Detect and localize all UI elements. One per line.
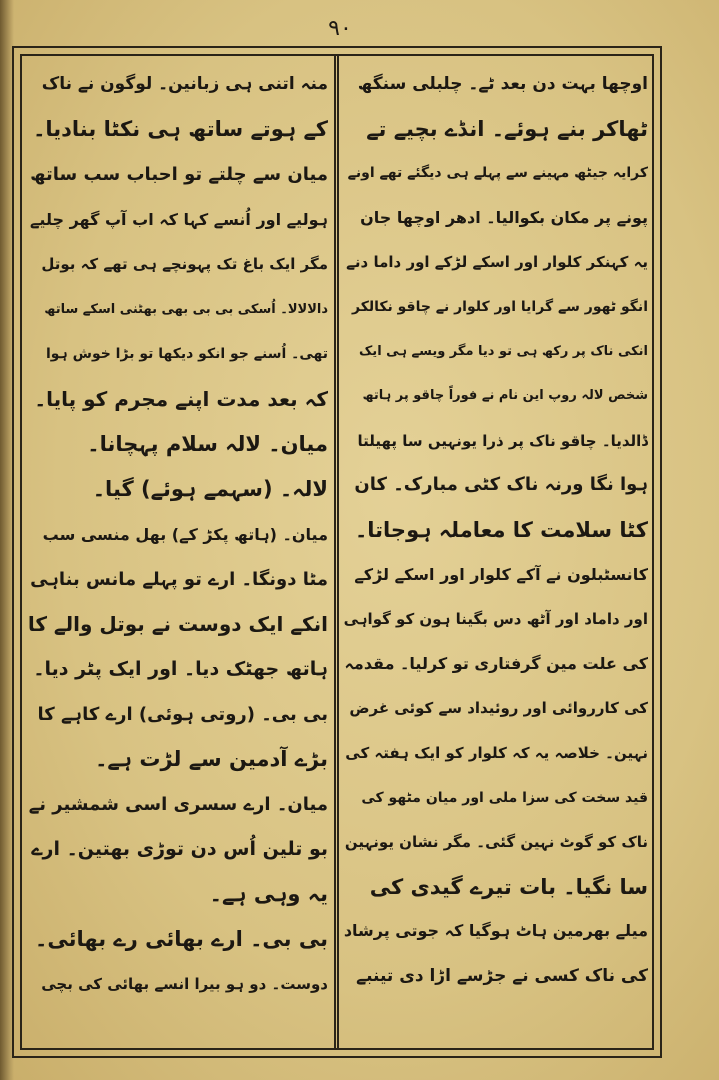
right-column-line: میلے بھرمین ہاٹ ہوگیا کہ جوتی پرشاد <box>344 921 648 941</box>
left-column-line: کہ بعد مدت اپنے مجرم کو پایا۔ <box>34 387 328 411</box>
right-column-line: انگو ٹھور سے گرایا اور کلوار نے چاقو نکالکر <box>351 298 648 315</box>
right-column-line: کانسٹبلون نے آکے کلوار اور اسکے لڑکے <box>354 564 648 584</box>
column-divider <box>334 54 339 1050</box>
left-column-line: ہولیے اور اُنسے کہا کہ اب آپ گھر چلیے <box>30 210 328 229</box>
right-column-line: شخص لالہ روپ این نام نے فوراً چاقو پر ہاتھ <box>362 388 648 404</box>
left-column-line: میان۔ (ہاتھ پکڑ کے) بھل منسی سب <box>42 525 328 544</box>
right-column-line: کرایہ جیٹھ مہینے سے پہلے ہی دیگئے تھے اونے <box>347 165 648 182</box>
left-column-line: میان سے چلتے تو احباب سب ساتھ <box>30 164 328 185</box>
right-column-line: ٹھاکر بنے ہوئے۔ انڈے بچیے تے <box>366 116 648 141</box>
right-column-line: اوچھا بہت دن بعد ٹے۔ چلبلی سنگھ <box>357 74 648 94</box>
right-column-line: نہین۔ خلاصہ یہ کہ کلوار کو ایک ہفتہ کی <box>345 743 648 762</box>
right-column-line: قید سخت کی سزا ملی اور میان مٹھو کی <box>361 789 648 806</box>
right-column-line: ڈالدیا۔ چاقو ناک پر ذرا یونہیں سا پھیلتا <box>357 431 648 450</box>
left-column-line: بڑے آدمین سے لڑت ہے۔ <box>95 747 328 771</box>
right-column-line: کٹا سلامت کا معاملہ ہوجاتا۔ <box>354 517 648 542</box>
left-column-line: کے ہوتے ساتھ ہی نکٹا بنادیا۔ <box>33 117 328 141</box>
left-column-line: مٹا دونگا۔ ارے تو پہلے مانس بناہی <box>30 569 328 590</box>
right-column-line: کی کارروائی اور روئیداد سے کوئی غرض <box>349 699 648 718</box>
right-column-line: پونے پر مکان بکوالیا۔ ادھر اوچھا جان <box>360 207 648 227</box>
left-column-line: انکے ایک دوست نے بوتل والے کا <box>28 612 328 636</box>
left-column-line: ہاتھ جھٹک دیا۔ اور ایک پٹر دیا۔ <box>33 658 328 680</box>
left-column-line: تھی۔ اُسنے جو انکو دیکھا تو بڑا خوش ہوا <box>45 346 328 362</box>
right-column-line: یہ کہنکر کلوار اور اسکے لڑکے اور داما دنے <box>346 253 648 272</box>
right-column-line: انکی ناک پر رکھ ہی تو دیا مگر ویسے ہی ایک <box>359 343 648 359</box>
right-column-line: اور داماد اور آٹھ دس بگینا ہون کو گواہی <box>344 610 648 629</box>
right-column-line: ہوا نگا ورنہ ناک کٹی مبارک۔ کان <box>354 474 648 496</box>
left-column-line: لالہ۔ (سہمے ہوئے) گیا۔ <box>92 477 328 501</box>
left-column <box>28 62 328 1044</box>
left-column-line: دالالالا۔ اُسکی بی بی بھی بھٹنی اسکے ساتھ <box>44 302 328 317</box>
right-column-line: سا نگیا۔ بات تیرے گیدی کی <box>369 874 648 899</box>
left-column-line: بی بی۔ (روتی ہوئی) ارے کاہے کا <box>37 704 328 725</box>
left-column-line: بی بی۔ ارے بھائی رے بھائی۔ <box>35 927 328 951</box>
page-number: ۹۰ <box>328 16 352 41</box>
right-column-line: کی ناک کسی نے جڑسے اڑا دی تینبے <box>356 965 648 986</box>
left-column-line: مگر ایک باغ تک پہونچے ہی تھے کہ بوتل <box>41 255 328 273</box>
right-column <box>344 62 648 1044</box>
right-column-line: ناک کو گوٹ نہین گئی۔ مگر نشان یونہین <box>344 833 648 852</box>
right-column-line: کی علت مین گرفتاری تو کرلیا۔ مقدمہ <box>344 653 648 673</box>
left-column-line: دوست۔ دو ہو بیرا انسے بھائی کی بچی <box>41 975 328 993</box>
left-column-line: یہ وہی ہے۔ <box>209 882 328 906</box>
left-column-line: میان۔ لالہ سلام پہچانا۔ <box>87 432 328 456</box>
left-column-line: منہ اتنی ہی زبانین۔ لوگون نے ناک <box>41 74 328 94</box>
left-column-line: بو تلین اُس دن توڑی بھتین۔ ارے <box>31 838 328 860</box>
left-column-line: میان۔ ارے سسری اسی شمشیر نے <box>28 794 328 815</box>
